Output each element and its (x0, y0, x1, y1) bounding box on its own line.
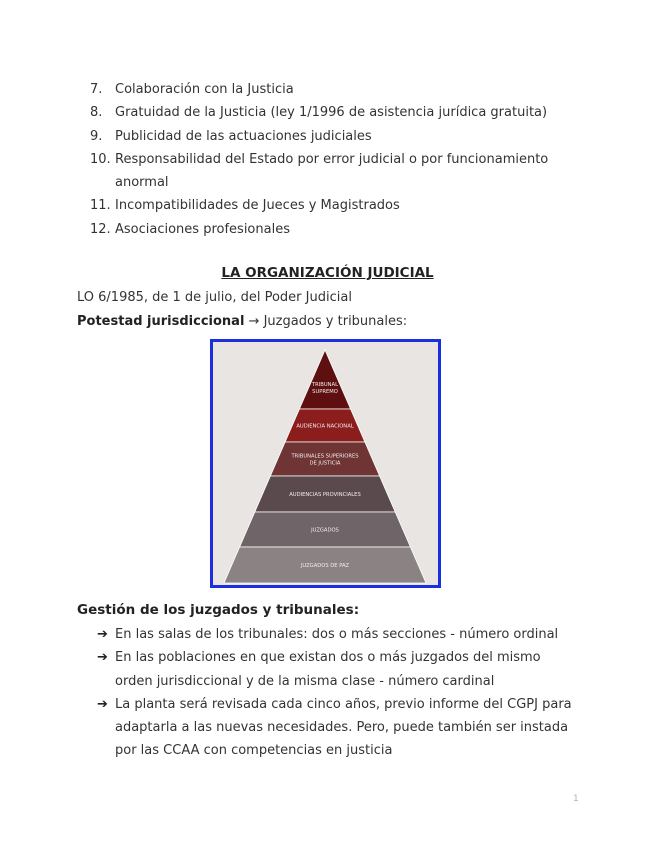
item-number: 12. (90, 221, 111, 237)
item-text: Asociaciones profesionales (115, 221, 290, 237)
list-item (90, 78, 565, 101)
list-item (90, 125, 565, 148)
pyramid-tier (299, 350, 350, 409)
pyramid-tier-label: SUPREMO (312, 389, 338, 395)
pyramid-tier-label: AUDIENCIAS PROVINCIALES (289, 492, 361, 498)
potestad-line (77, 314, 407, 329)
item-number: 8. (90, 105, 103, 121)
pyramid-tier-label: TRIBUNALES SUPERIORES (291, 453, 359, 460)
bullet-text: En las poblaciones en que existan dos o más juzgados del mismo orden jurisdiccional y de la misma clase - número cardinal (115, 650, 541, 689)
bullet-item (97, 646, 580, 693)
item-number: 7. (90, 82, 103, 97)
item-text: Gratuidad de la Justicia (ley 1/1996 de asistencia jurídica gratuita) (115, 105, 548, 121)
item-text: Responsabilidad del Estado por error judicial o por funcionamiento anormal (115, 151, 549, 191)
list-item (90, 194, 565, 217)
potestad-text: → Juzgados y tribunales: (244, 314, 408, 329)
pyramid-tier-label: DE JUSTICIA (309, 460, 341, 467)
bullet-text: En las salas de los tribunales: dos o más secciones - número ordinal (115, 627, 559, 642)
pyramid-figure (210, 339, 441, 588)
bullet-list (97, 623, 580, 763)
pyramid-tier-label: AUDIENCIA NACIONAL (296, 423, 354, 430)
arrow-icon: ➔ (97, 696, 108, 712)
list-item (90, 101, 565, 124)
item-text: Incompatibilidades de Jueces y Magistrados (115, 198, 400, 214)
item-text: Publicidad de las actuaciones judiciales (115, 128, 372, 144)
pyramid-diagram (213, 342, 438, 585)
arrow-icon: ➔ (97, 627, 108, 642)
bullet-text: La planta será revisada cada cinco años, previo informe del CGPJ para adaptarla a las nuevas necesidades. Pero, puede también ser instada por las CCAA con competencias en justicia (115, 696, 572, 759)
section-title: LA ORGANIZACIÓN JUDICIAL (221, 265, 434, 281)
item-number: 9. (90, 128, 103, 144)
item-number: 10. (90, 151, 111, 167)
gestion-heading: Gestión de los juzgados y tribunales: (77, 602, 360, 618)
bullet-item (97, 623, 580, 646)
list-item (90, 148, 565, 195)
numbered-list (90, 78, 565, 241)
pyramid-tier-label: JUZGADOS DE PAZ (300, 563, 350, 569)
list-item (90, 218, 565, 241)
arrow-icon: ➔ (97, 650, 108, 666)
pyramid-tier-label: JUZGADOS (311, 527, 339, 534)
item-number: 11. (90, 198, 111, 214)
pyramid-tier-label: TRIBUNAL (312, 382, 338, 388)
item-text: Colaboración con la Justicia (115, 82, 294, 97)
page-number: 1 (573, 794, 579, 804)
bullet-item (97, 693, 580, 763)
law-reference: LO 6/1985, de 1 de julio, del Poder Judicial (77, 290, 352, 305)
potestad-label: Potestad jurisdiccional (77, 314, 245, 329)
